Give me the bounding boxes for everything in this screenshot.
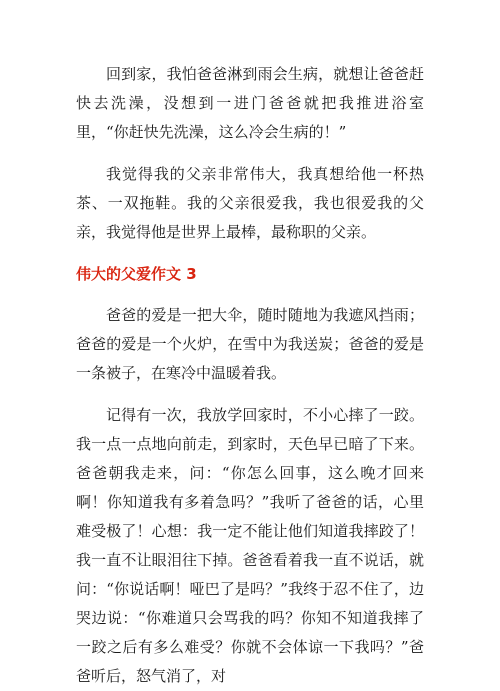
paragraph-great-father: 我觉得我的父亲非常伟大，我真想给他一杯热茶、一双拖鞋。我的父亲很爱我，我也很爱我的父亲，我觉得他是世界上最棒，最称职的父亲。 — [76, 165, 424, 241]
paragraph-father-love-metaphor: 爸爸的爱是一把大伞，随时随地为我遮风挡雨；爸爸的爱是一个火炉，在雪中为我送炭；爸爸的爱是一条被子，在寒冷中温暖着我。 — [76, 306, 424, 382]
paragraph-fall-story: 记得有一次，我放学回家时，不小心摔了一跤。我一点一点地向前走，到家时，天色早已暗了下来。爸爸朝我走来，问：“你怎么回事，这么晚才回来啊！你知道我有多着急吗？”我听了爸爸的话，心里难受极了！心想：我一定不能让他们知道我摔跤了！我一直不让眼泪往下掉。爸爸看着我一直不说话，就问：“你说话啊！哑巴了是吗？”我终于忍不住了，边哭边说：“你难道只会骂我的吗？你知不知道我摔了一跤之后有多么难受？你就不会体谅一下我吗？”爸爸听后，怒气消了，对 — [76, 406, 424, 685]
document-page — [76, 60, 424, 691]
section-heading: 伟大的父爱作文 3 — [76, 265, 197, 283]
paragraph-coming-home: 回到家，我怕爸爸淋到雨会生病，就想让爸爸赶快去洗澡，没想到一进门爸爸就把我推进浴室里，“你赶快先洗澡，这么冷会生病的！” — [76, 65, 424, 141]
